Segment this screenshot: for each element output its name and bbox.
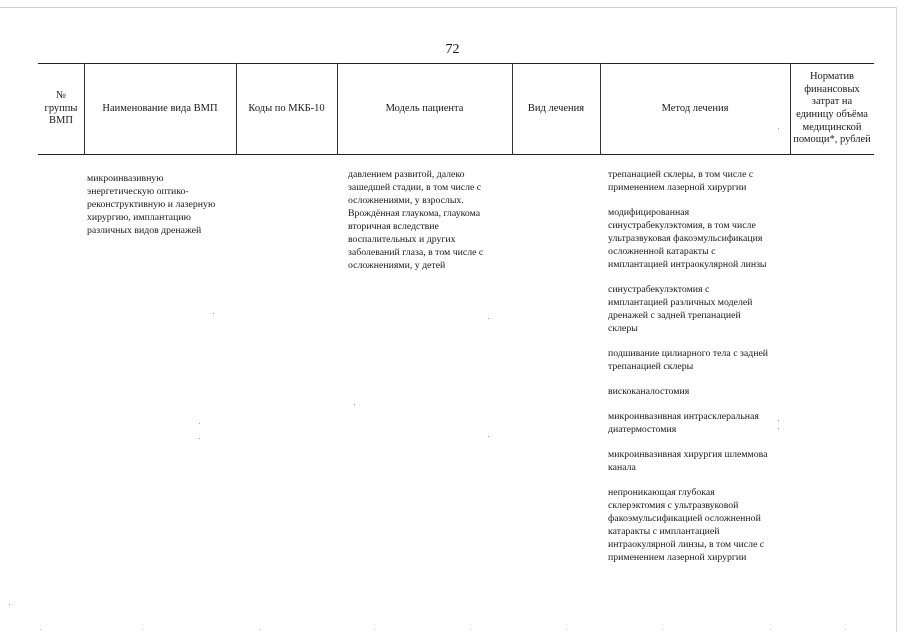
text-line: хирургию, имплантацию [87,212,191,223]
header-patient-model: Модель пациента [385,102,464,114]
method-item [608,283,808,335]
text-line: катаракты с имплантацией [608,526,720,537]
scan-noise-row [0,628,905,632]
page-border-right [896,7,897,632]
header-group-number: № группы ВМП [44,90,78,127]
method-item [608,206,808,271]
method-item [608,410,808,436]
text-line: давлением развитой, далеко [348,169,465,180]
header-cost-standard: Норматив финансовых затрат на единицу объёма медицинской помощи*, рублей [793,71,871,146]
treatment-method-cell [608,168,808,576]
text-line: ультразвуковая факоэмульсификация [608,233,763,244]
patient-model-cell [348,168,518,272]
text-line: энергетическую оптико- [87,186,189,197]
scan-speck [354,404,355,405]
scan-speck [199,438,200,439]
page-border-top [0,7,897,8]
scan-speck [778,428,779,429]
scan-speck [488,318,489,319]
text-line: применением лазерной хирургии [608,552,747,563]
header-vmp-name: Наименование вида ВМП [102,102,218,114]
method-item [608,448,808,474]
header-icd-codes: Коды по МКБ-10 [248,102,325,114]
text-line: зашедшей стадии, в том числе с [348,182,482,193]
text-line: имплантацией интраокулярной линзы [608,259,767,270]
text-line: применением лазерной хирургии [608,182,747,193]
text-line: микроинвазивная интрасклеральная [608,411,759,422]
text-line: различных видов дренажей [87,225,202,236]
text-line: канала [608,462,636,473]
scan-speck [488,436,489,437]
text-line: осложнениями, у взрослых. [348,195,464,206]
header-treatment-method: Метод лечения [661,102,729,114]
text-line: осложнениями, у детей [348,260,446,271]
text-line: непроникающая глубокая [608,487,715,498]
text-line: модифицированная [608,207,690,218]
scan-speck [213,313,214,314]
header-treatment-type: Вид лечения [527,102,585,114]
text-line: трепанацией склеры, в том числе с [608,169,754,180]
scan-speck [778,128,779,129]
text-line: факоэмульсификацией осложненной [608,513,761,524]
text-line: вискоканалостомия [608,386,690,397]
scan-speck [199,423,200,424]
text-line: имплантацией различных моделей [608,297,753,308]
text-line: трепанацией склеры [608,361,694,372]
text-line: микроинвазивная хирургия шлеммова [608,449,768,460]
text-line: склеры [608,323,638,334]
text-line: вторичная вследствие [348,221,439,232]
scan-speck [9,604,10,605]
table-header [38,63,874,156]
text-line: интраокулярной линзы, в том числе с [608,539,765,550]
text-line: Врождённая глаукома, глаукома [348,208,481,219]
method-item [608,168,808,194]
method-item [608,486,808,564]
text-line: синустрабекулэктомия, в том числе [608,220,756,231]
text-line: синустрабекулэктомия с [608,284,710,295]
text-line: склерэктомия с ультразвуковой [608,500,739,511]
text-line: диатермостомия [608,424,677,435]
text-line: реконструктивную и лазерную [87,199,216,210]
method-item [608,385,808,398]
method-item [608,347,808,373]
text-line: осложненной катаракты с [608,246,716,257]
text-line: подшивание цилиарного тела с задней [608,348,769,359]
text-line: дренажей с задней трепанацией [608,310,741,321]
scan-speck [778,420,779,421]
text-line: микроинвазивную [87,173,164,184]
page-number: 72 [445,42,460,57]
text-line: воспалительных и других [348,234,456,245]
text-line: заболеваний глаза, в том числе с [348,247,484,258]
vmp-name-cell [87,172,237,237]
